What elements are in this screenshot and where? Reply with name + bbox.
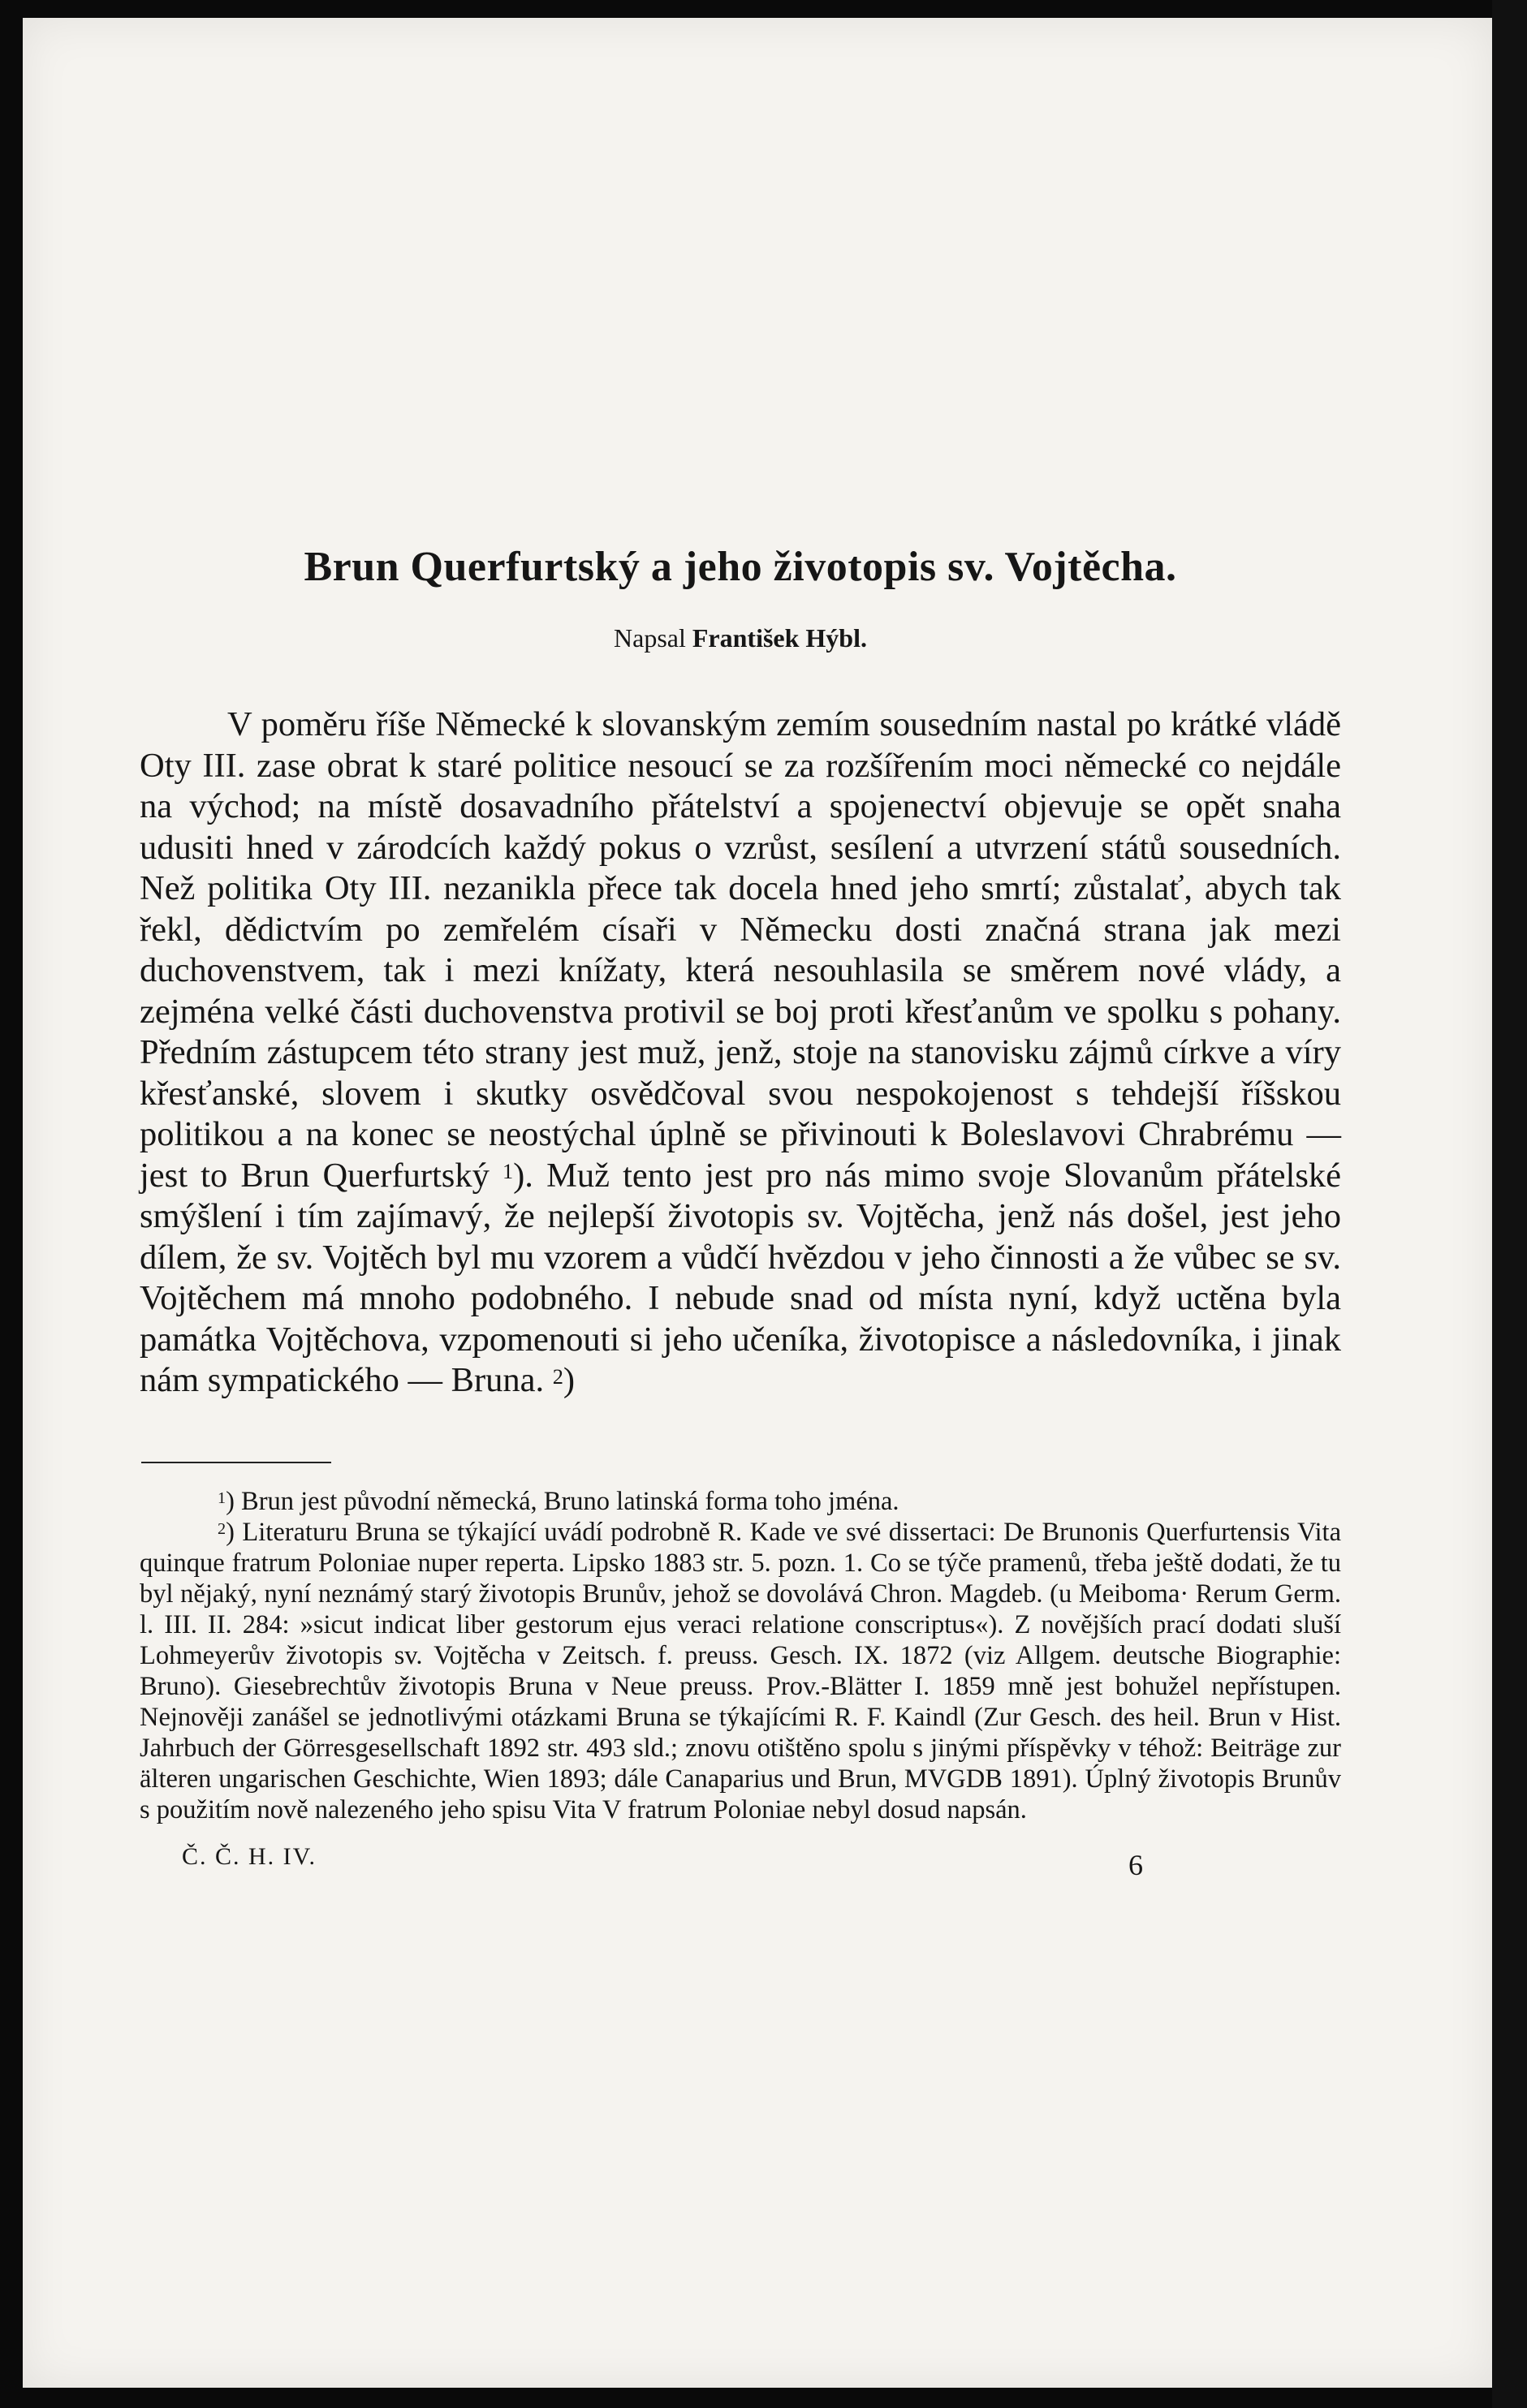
footnote-text: ) Brun jest původní německá, Bruno latinská forma toho jména. xyxy=(226,1486,899,1516)
signature-mark: Č. Č. H. IV. xyxy=(182,1842,317,1870)
page-content xyxy=(140,536,1341,1879)
footnotes xyxy=(140,1486,1341,1825)
author-name: František Hýbl. xyxy=(692,623,867,653)
byline-prefix: Napsal xyxy=(614,623,686,653)
footnote-marker: 2 xyxy=(218,1520,226,1539)
article-title: Brun Querfurtský a jeho životopis sv. Vojtěcha. xyxy=(304,544,1177,590)
page-footer xyxy=(140,1843,1341,1879)
body-text-tail: ). Muž tento jest pro nás mimo svoje Slovanům přátelské smýšlení i tím zajímavý, že nejlepší životopis sv. Vojtěcha, jenž nás došel, jest jeho dílem, že sv. Vojtěch byl mu vzorem a vůdčí hvězdou v jeho činnosti a že vůbec se sv. Vojtěchem má mnoho podobného. I nebude snad od místa nyní, když uctěna byla památka Vojtěchova, vzpomenouti si jeho učeníka, životopisce a následovníka, i jinak nám sympatického — Bruna. xyxy=(140,1156,1341,1399)
byline xyxy=(140,620,1341,656)
footnote-divider xyxy=(141,1462,331,1463)
footnote-text: ) Literaturu Bruna se týkající uvádí podrobně R. Kade ve své dissertaci: De Brunonis Querfurtensis Vita quinque fratrum Poloniae nuper reperta. Lipsko 1883 str. 5. pozn. 1. Co se týče pramenů, třeba ještě dodati, že tu byl nějaký, nyní neznámý starý životopis Brunův, jehož se dovolává Chron. Magdeb. (u Meiboma· Rerum Germ. l. III. II. 284: »sicut indicat liber gestorum ejus veraci relatione conscriptus«). Z novějších prací dodati sluší Lohmeyerův životopis sv. Vojtěcha v Zeitsch. f. preuss. Gesch. IX. 1872 (viz Allgem. deutsche Biographie: Bruno). Giesebrechtův životopis Bruna v Neue preuss. Prov.-Blätter I. 1859 mně jest bohužel nepřístupen. Nejnověji zanášel se jednotlivými otázkami Bruna se týkajícími R. F. Kaindl (Zur Gesch. des heil. Brun v Hist. Jahrbuch der Görresgesellschaft 1892 str. 493 sld.; znovu otištěno spolu s jinými příspěvky v téhož: Beiträge zur älteren ungarischen Geschichte, Wien 1893; dále Canaparius und Brun, MVGDB 1891). Úplný životopis Brunův s použitím nově nalezeného jeho spisu Vita V fratrum Poloniae nebyl dosud napsán. xyxy=(140,1517,1341,1824)
footnote xyxy=(140,1486,1341,1517)
footnote-ref-2-suffix: ) xyxy=(563,1361,576,1399)
body-text-main: V poměru říše Německé k slovanským zemím sousedním nastal po krátké vládě Oty III. zase obrat k staré politice nesoucí se za rozšířením moci německé co nejdále na východ; na místě dosavadního přátelství a spojenectví objevuje se opět snaha udusiti hned v zárodcích každý pokus o vzrůst, sesílení a utvrzení států sousedních. Než politika Oty III. nezanikla přece tak docela hned jeho smrtí; zůstalať, abych tak řekl, dědictvím po zemřelém císaři v Německu dosti značná strana jak mezi duchovenstvem, tak i mezi knížaty, která nesouhlasila se směrem nové vlády, a zejména velké části duchovenstva protivil se boj proti křesťanům ve spolku s pohany. Předním zástupcem této strany jest muž, jenž, stoje na stanovisku zájmů církve a víry křesťanské, slovem i skutky osvědčoval svou nespokojenost s tehdejší říšskou politikou a na konec se neostýchal úplně se přivinouti k Boleslavovi Chrabrému — jest to Brun Querfurtský xyxy=(140,705,1341,1195)
page-number: 6 xyxy=(1128,1848,1143,1881)
scan-edge xyxy=(1492,0,1527,2408)
footnote-marker: 1 xyxy=(218,1489,226,1508)
footnote-ref-2: 2 xyxy=(552,1364,563,1389)
footnote-ref-1: 1 xyxy=(502,1160,514,1184)
body-paragraph xyxy=(140,704,1341,1402)
article-body xyxy=(140,704,1341,1402)
footnote xyxy=(140,1517,1341,1825)
